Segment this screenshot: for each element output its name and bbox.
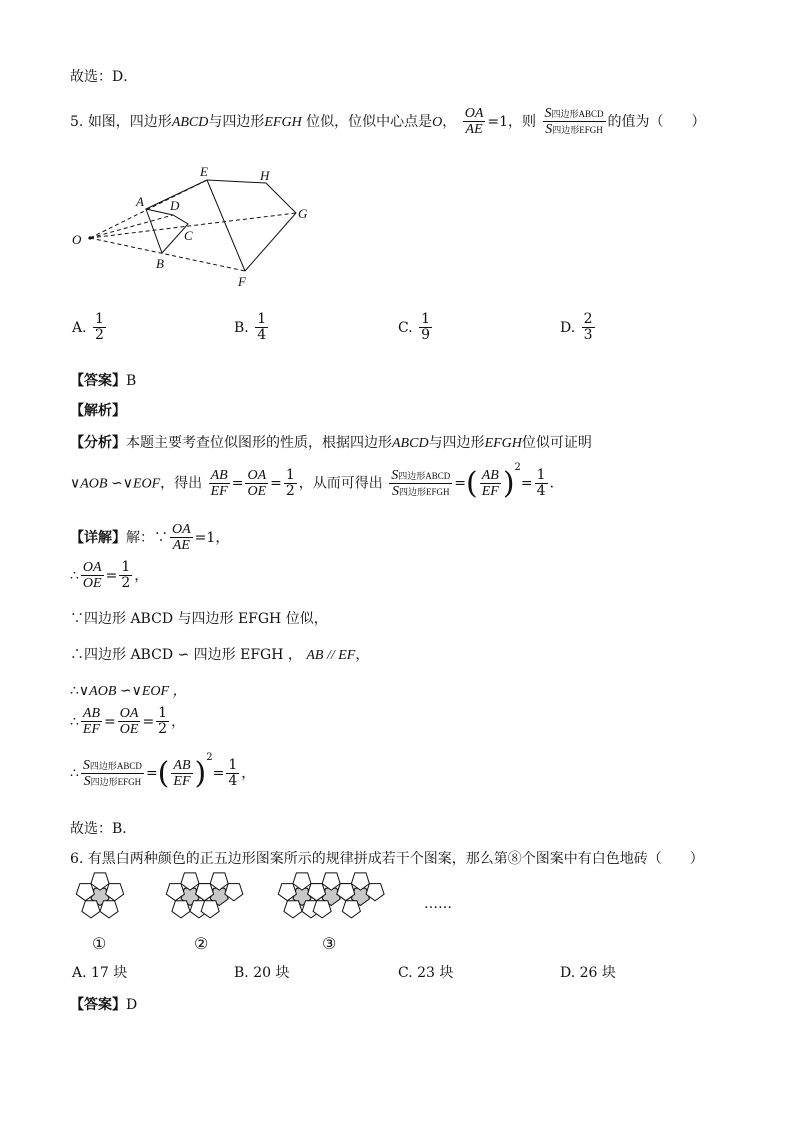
frac-num xyxy=(389,468,452,484)
frac-half xyxy=(119,560,132,592)
analysis-efgh: EFGH xyxy=(484,436,522,451)
equals: = xyxy=(105,567,118,584)
q5-detail-line6 xyxy=(70,706,185,738)
q6-text: 有黑白两种颜色的正五边形图案所示的规律拼成若干个图案，那么第⑧个图案中有白色地砖（ ） xyxy=(87,851,704,867)
frac-num: 1 xyxy=(158,705,168,721)
label-o: O xyxy=(72,232,82,247)
option-value: 23 块 xyxy=(417,965,454,981)
q6-pentagon-patterns xyxy=(66,868,486,928)
parallel-statement: AB // EF xyxy=(306,648,356,663)
q6-option-d[interactable] xyxy=(560,962,616,982)
analysis-text: 位似可证明 xyxy=(521,435,592,451)
white-pentagon xyxy=(82,901,100,918)
q5-text-e: 的值为（ ） xyxy=(607,113,706,130)
option-label: B. xyxy=(234,965,249,981)
frac-den: 3 xyxy=(583,327,593,344)
analysis-tag: 【解析】 xyxy=(70,403,126,419)
frac-oa-oe xyxy=(81,560,104,592)
label-h: H xyxy=(260,168,270,183)
q5-analysis-tag xyxy=(70,400,126,420)
similar-triangles: ∨AOB ∽∨EOF ， xyxy=(78,684,187,699)
ray-of xyxy=(90,238,245,271)
frac-oa-ae xyxy=(170,522,193,554)
frac-ab-ef xyxy=(480,468,501,500)
frac-ab-ef xyxy=(209,468,230,500)
equals: = xyxy=(520,475,533,492)
center-point-o xyxy=(88,236,91,239)
option-value: 17 块 xyxy=(91,965,128,981)
frac-den xyxy=(389,484,452,499)
q5-detail-line4 xyxy=(70,644,369,664)
seg-ef xyxy=(207,180,245,271)
equals: = xyxy=(212,765,225,782)
option-fraction xyxy=(582,312,595,344)
q5-answer-line xyxy=(70,370,136,390)
q5-text-d: ，则 xyxy=(508,113,537,130)
label-d: D xyxy=(170,198,180,213)
s-label: S xyxy=(544,106,552,121)
q5-option-b[interactable] xyxy=(234,312,270,344)
frac-den: 4 xyxy=(257,327,267,344)
answer-value: B xyxy=(126,373,137,389)
quad-abcd xyxy=(146,209,188,253)
equals: = xyxy=(454,475,466,492)
frac-num: 1 xyxy=(421,311,431,327)
q5-area-ratio xyxy=(543,106,606,138)
area-sub-efgh: 四边形EFGH xyxy=(552,125,603,136)
frac-den: 2 xyxy=(285,483,295,499)
analysis-abcd: ABCD xyxy=(392,436,429,451)
q6-number: 6. xyxy=(70,851,84,867)
q5-text-c: 位似，位似中心点是 xyxy=(306,113,433,130)
white-pentagon xyxy=(322,873,340,890)
frac-oa-oe xyxy=(118,706,141,738)
s-label: S xyxy=(545,122,553,138)
q5-center-o: O xyxy=(432,114,443,130)
equals: = xyxy=(142,713,155,730)
similar-triangles: ∨AOB ∽∨EOF xyxy=(70,476,161,492)
frac-den: EF xyxy=(82,722,101,738)
frac-num: AB xyxy=(481,467,499,483)
frac-num: 1 xyxy=(121,559,131,575)
frac-den: OE xyxy=(119,722,139,738)
frac-den: EF xyxy=(210,484,228,499)
frac-den: 2 xyxy=(158,721,168,738)
analysis-text: ，从而可得出 xyxy=(298,475,383,492)
detail-tag: 【详解】 xyxy=(70,529,126,546)
white-pentagon xyxy=(342,901,360,918)
label-e: E xyxy=(200,164,208,179)
paren-close: ) xyxy=(502,466,515,501)
paren-open: ( xyxy=(157,756,170,791)
comma: ， xyxy=(171,713,186,730)
frac-ab-ef xyxy=(171,758,192,790)
q6-label-2: ② xyxy=(194,934,209,953)
q5-ratio-oa-ae xyxy=(463,106,486,138)
frac-num: 1 xyxy=(95,311,104,327)
white-pentagon xyxy=(210,873,228,890)
q5-analysis-line2 xyxy=(70,462,564,501)
therefore: ∴ xyxy=(70,647,84,663)
frac-den: EF xyxy=(173,774,191,789)
prev-answer: 故选：D． xyxy=(70,69,138,85)
s-label: S xyxy=(391,484,399,499)
paren-open: ( xyxy=(465,466,478,501)
q6-ellipsis: …… xyxy=(424,896,452,912)
q5-number: 5. xyxy=(70,113,84,130)
frac-num: OA xyxy=(247,467,267,483)
q6-answer-line xyxy=(70,994,137,1014)
paren-close: ) xyxy=(194,756,207,791)
therefore: ∴ xyxy=(70,713,79,730)
q5-option-a[interactable] xyxy=(72,312,108,344)
exponent: 2 xyxy=(206,752,213,763)
frac-num: AB xyxy=(173,757,191,773)
area-sub: 四边形EFGH xyxy=(398,487,450,497)
ray-od xyxy=(90,215,173,238)
analysis-text: 本题主要考查位似图形的性质，根据四边形 xyxy=(126,435,392,451)
frac-num: 1 xyxy=(257,311,267,327)
analysis-sub-tag: 【分析】 xyxy=(70,435,126,451)
quad-efgh-sides xyxy=(207,180,296,271)
option-label: C. xyxy=(398,965,413,981)
s-label: S xyxy=(391,467,399,483)
q5-detail-line3 xyxy=(70,608,328,628)
frac-num: AB xyxy=(210,467,228,483)
option-fraction xyxy=(419,312,432,344)
white-pentagon xyxy=(181,873,199,890)
frac-half xyxy=(156,706,169,738)
frac-den: AE xyxy=(465,122,483,138)
frac-den: 2 xyxy=(121,575,131,592)
frac-num: 1 xyxy=(285,466,295,483)
q5-final: 故选：B． xyxy=(70,821,137,837)
frac-den: OE xyxy=(82,576,102,592)
comma: ， xyxy=(355,647,370,663)
q6-option-c[interactable] xyxy=(398,962,453,982)
q5-detail-line5 xyxy=(70,680,187,700)
q5-text-b: 与四边形 xyxy=(208,113,265,130)
frac-den: 4 xyxy=(536,483,546,499)
white-pentagon xyxy=(351,873,369,890)
area-ratio xyxy=(81,758,144,790)
therefore: ∴ xyxy=(70,683,79,699)
frac-den: 9 xyxy=(421,327,431,344)
white-pentagon xyxy=(284,901,302,918)
frac-num: OA xyxy=(464,106,484,121)
white-pentagon xyxy=(313,901,331,918)
therefore: ∴ xyxy=(70,567,79,584)
option-value: 20 块 xyxy=(253,965,290,981)
frac-den: OE xyxy=(247,484,267,499)
q5-detail-line7 xyxy=(70,752,256,791)
option-label: C. xyxy=(398,319,413,336)
q5-option-c[interactable] xyxy=(398,312,434,344)
q5-detail-line1 xyxy=(70,522,229,554)
q5-figure xyxy=(60,160,330,295)
equals: = xyxy=(104,713,116,730)
white-pentagon xyxy=(201,901,219,918)
option-label: A. xyxy=(72,965,87,981)
q6-label-1: ① xyxy=(92,934,107,953)
q5-analysis-line1 xyxy=(70,432,592,452)
equals: = xyxy=(270,475,282,492)
comma: ， xyxy=(215,529,230,546)
white-pentagon xyxy=(172,901,190,918)
q6-stem xyxy=(70,848,704,868)
comma: ， xyxy=(134,567,149,584)
analysis-text: 与四边形 xyxy=(428,435,485,451)
detail-text: 解：∵ xyxy=(126,529,168,546)
q5-efgh: EFGH xyxy=(264,114,302,130)
option-value: 26 块 xyxy=(579,965,616,981)
s-label: S xyxy=(82,757,90,773)
option-label: B. xyxy=(234,319,249,336)
q5-eq1: =1 xyxy=(487,113,509,130)
frac-num: OA xyxy=(119,706,139,721)
q5-abcd: ABCD xyxy=(171,114,209,130)
frac-den: 2 xyxy=(95,327,104,344)
frac-den: AE xyxy=(172,538,190,554)
area-sub-abcd: 四边形ABCD xyxy=(551,109,604,119)
s-label: S xyxy=(83,774,91,789)
exponent: 2 xyxy=(514,462,521,473)
equals: = xyxy=(145,765,158,782)
frac-num: AB xyxy=(82,706,101,721)
because: ∵ xyxy=(70,611,84,627)
frac-num xyxy=(81,758,144,774)
label-b: B xyxy=(156,256,164,271)
white-pentagon xyxy=(293,873,311,890)
equals-one: =1 xyxy=(194,529,216,546)
q5-option-d[interactable] xyxy=(560,312,597,344)
frac-num: OA xyxy=(172,522,191,537)
area-ratio xyxy=(389,468,452,500)
option-label: D. xyxy=(560,319,576,336)
label-c: C xyxy=(184,228,193,243)
q5-stem xyxy=(70,106,706,138)
frac-oa-oe xyxy=(245,468,268,500)
frac-den: EF xyxy=(481,484,499,499)
area-sub: 四边形EFGH xyxy=(90,777,142,787)
comma: ， xyxy=(241,765,256,782)
period: ． xyxy=(549,475,564,492)
q5-comma: ， xyxy=(442,113,457,130)
option-fraction xyxy=(93,312,106,344)
q5-detail-line2 xyxy=(70,560,148,592)
q6-option-b[interactable] xyxy=(234,962,289,982)
frac-quarter xyxy=(535,468,548,500)
q6-label-3: ③ xyxy=(322,934,337,953)
label-a: A xyxy=(136,194,144,209)
answer-value: D xyxy=(126,997,138,1013)
detail-text: 四边形 ABCD ∽ 四边形 EFGH ， xyxy=(84,647,302,663)
white-pentagon xyxy=(100,901,118,918)
label-g: G xyxy=(298,206,308,221)
frac-den: 4 xyxy=(228,773,238,789)
therefore: ∴ xyxy=(70,765,79,782)
white-pentagon xyxy=(91,873,109,890)
option-label: D. xyxy=(560,965,576,981)
frac-ab-ef xyxy=(81,706,102,738)
frac-num xyxy=(543,106,606,122)
frac-quarter xyxy=(226,758,239,790)
detail-text: 四边形 ABCD 与四边形 EFGH 位似， xyxy=(84,611,328,627)
label-f: F xyxy=(238,274,246,289)
frac-half xyxy=(284,468,297,500)
frac-num: 1 xyxy=(536,466,546,483)
option-label: A. xyxy=(72,319,87,336)
answer-tag: 【答案】 xyxy=(70,997,126,1013)
area-sub: 四边形ABCD xyxy=(398,470,451,481)
frac-num: 1 xyxy=(228,756,238,773)
analysis-text: ，得出 xyxy=(160,475,203,492)
frac-den xyxy=(81,774,144,789)
answer-tag: 【答案】 xyxy=(70,373,126,389)
q6-option-a[interactable] xyxy=(72,962,127,982)
q5-text-a: 如图，四边形 xyxy=(87,113,172,130)
option-fraction xyxy=(255,312,268,344)
frac-num: 2 xyxy=(583,311,593,327)
frac-num: OA xyxy=(82,560,102,575)
equals: = xyxy=(231,475,244,492)
frac-den xyxy=(543,122,606,137)
ray-og xyxy=(90,213,296,238)
area-sub: 四边形ABCD xyxy=(89,760,142,771)
